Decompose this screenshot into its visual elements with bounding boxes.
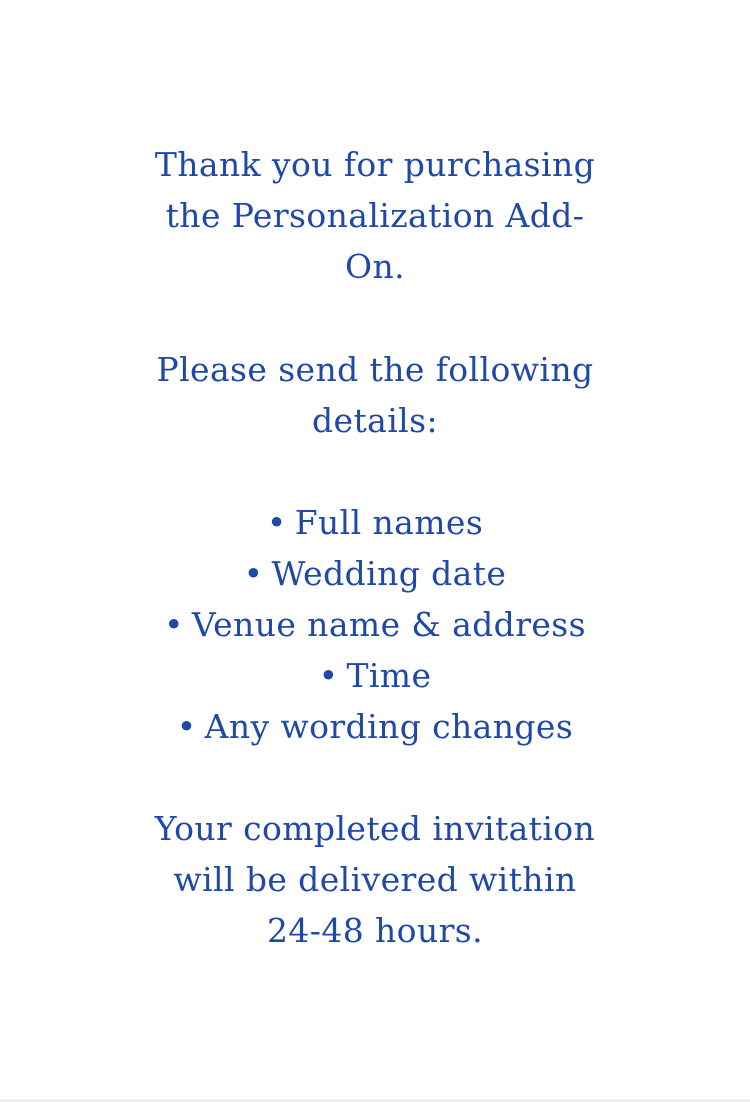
list-item-label: Any wording changes — [204, 707, 574, 746]
list-item — [0, 650, 750, 701]
delivery-line-2: will be delivered within — [173, 860, 577, 899]
bullet-icon: • — [266, 503, 287, 542]
thank-you-line-2: the Personalization Add- — [165, 196, 585, 235]
thank-you-line-1: Thank you for purchasing — [154, 145, 596, 184]
request-line-1: Please send the following — [156, 350, 594, 389]
list-item — [0, 497, 750, 548]
bullet-icon: • — [164, 605, 184, 644]
list-item-label: Full names — [294, 503, 484, 542]
request-line-2: details: — [312, 401, 438, 440]
thank-you-line-3: On. — [345, 247, 405, 286]
bullet-icon: • — [243, 554, 264, 593]
delivery-line-1: Your completed invitation — [154, 809, 596, 848]
request-message — [0, 344, 750, 446]
delivery-line-3: 24-48 hours. — [267, 911, 483, 950]
list-item — [0, 701, 750, 752]
list-item-label: Venue name & address — [191, 605, 586, 644]
list-item-label: Time — [346, 656, 432, 695]
details-list — [0, 497, 750, 752]
bullet-icon: • — [176, 707, 197, 746]
delivery-message — [0, 803, 750, 956]
list-item — [0, 599, 750, 650]
list-item-label: Wedding date — [271, 554, 507, 593]
bullet-icon: • — [318, 656, 339, 695]
list-item — [0, 548, 750, 599]
thank-you-message — [0, 139, 750, 292]
